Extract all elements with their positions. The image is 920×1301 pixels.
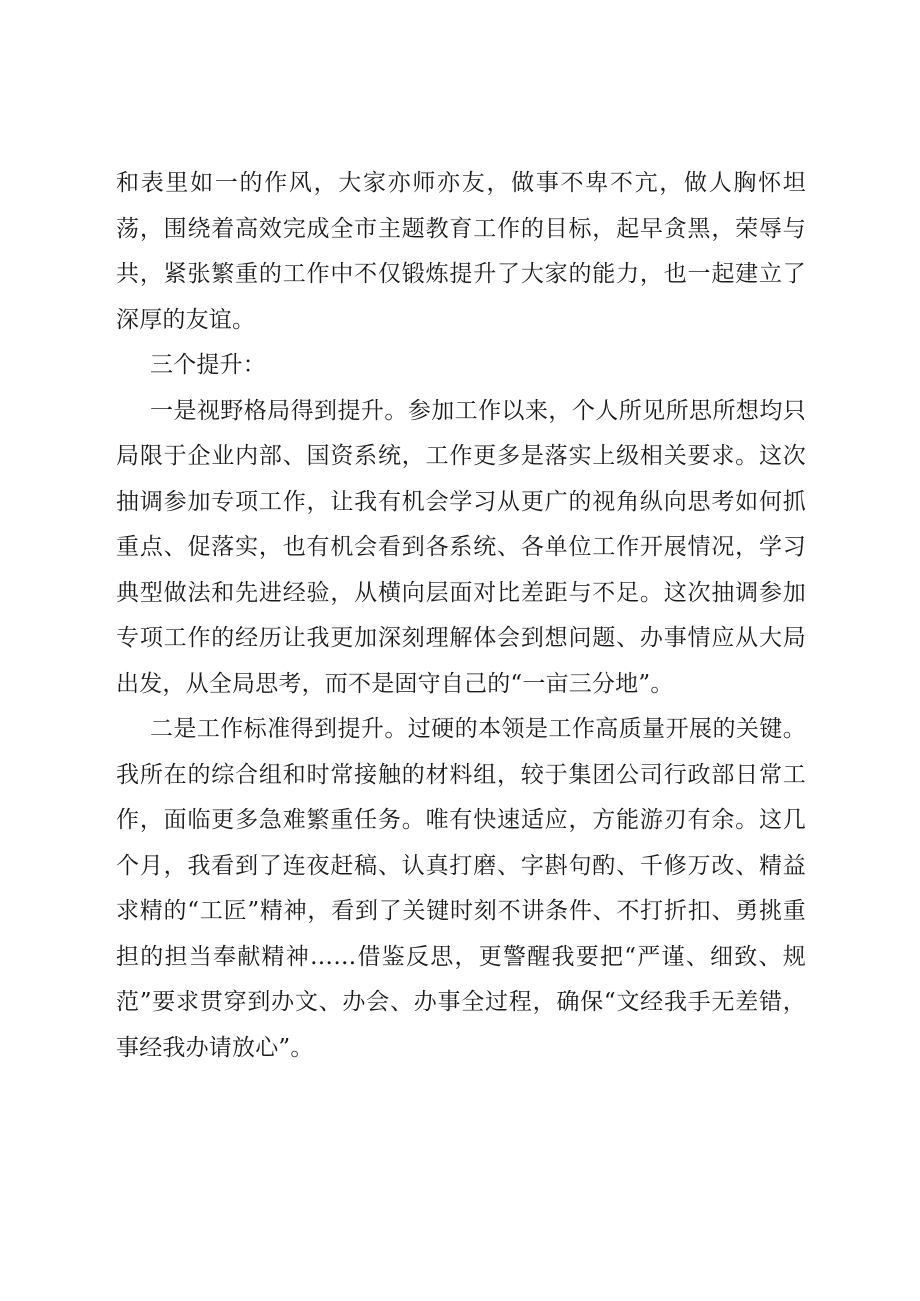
- section-heading-three-improvements: 三个提升：: [150, 352, 266, 378]
- document-body: [116, 161, 806, 1071]
- paragraph-continuation: 和表里如一的作风，大家亦师亦友，做事不卑不亢，做人胸怀坦荡，围绕着高效完成全市主题教育工作的目标，起早贪黑，荣辱与共，紧张繁重的工作中不仅锻炼提升了大家的能力，也一起建立了深厚的友谊。: [116, 170, 806, 333]
- paragraph-work-standard-improvement: 二是工作标准得到提升。过硬的本领是工作高质量开展的关键。我所在的综合组和时常接触的材料组，较于集团公司行政部日常工作，面临更多急难繁重任务。唯有快速适应，方能游刃有余。这几个月，我看到了连夜赶稿、认真打磨、字斟句酌、千修万改、精益求精的“工匠”精神，看到了关键时刻不讲条件、不打折扣、勇挑重担的担当奉献精神……借鉴反思，更警醒我要把“严谨、细致、规范”要求贯穿到办文、办会、办事全过程，确保“文经我手无差错，事经我办请放心”。: [116, 716, 806, 1061]
- paragraph-vision-improvement: 一是视野格局得到提升。参加工作以来，个人所见所思所想均只局限于企业内部、国资系统，工作更多是落实上级相关要求。这次抽调参加专项工作，让我有机会学习从更广的视角纵向思考如何抓重点、促落实，也有机会看到各系统、各单位工作开展情况，学习典型做法和先进经验，从横向层面对比差距与不足。这次抽调参加专项工作的经历让我更加深刻理解体会到想问题、办事情应从大局出发，从全局思考，而不是固守自己的“一亩三分地”。: [116, 397, 806, 697]
